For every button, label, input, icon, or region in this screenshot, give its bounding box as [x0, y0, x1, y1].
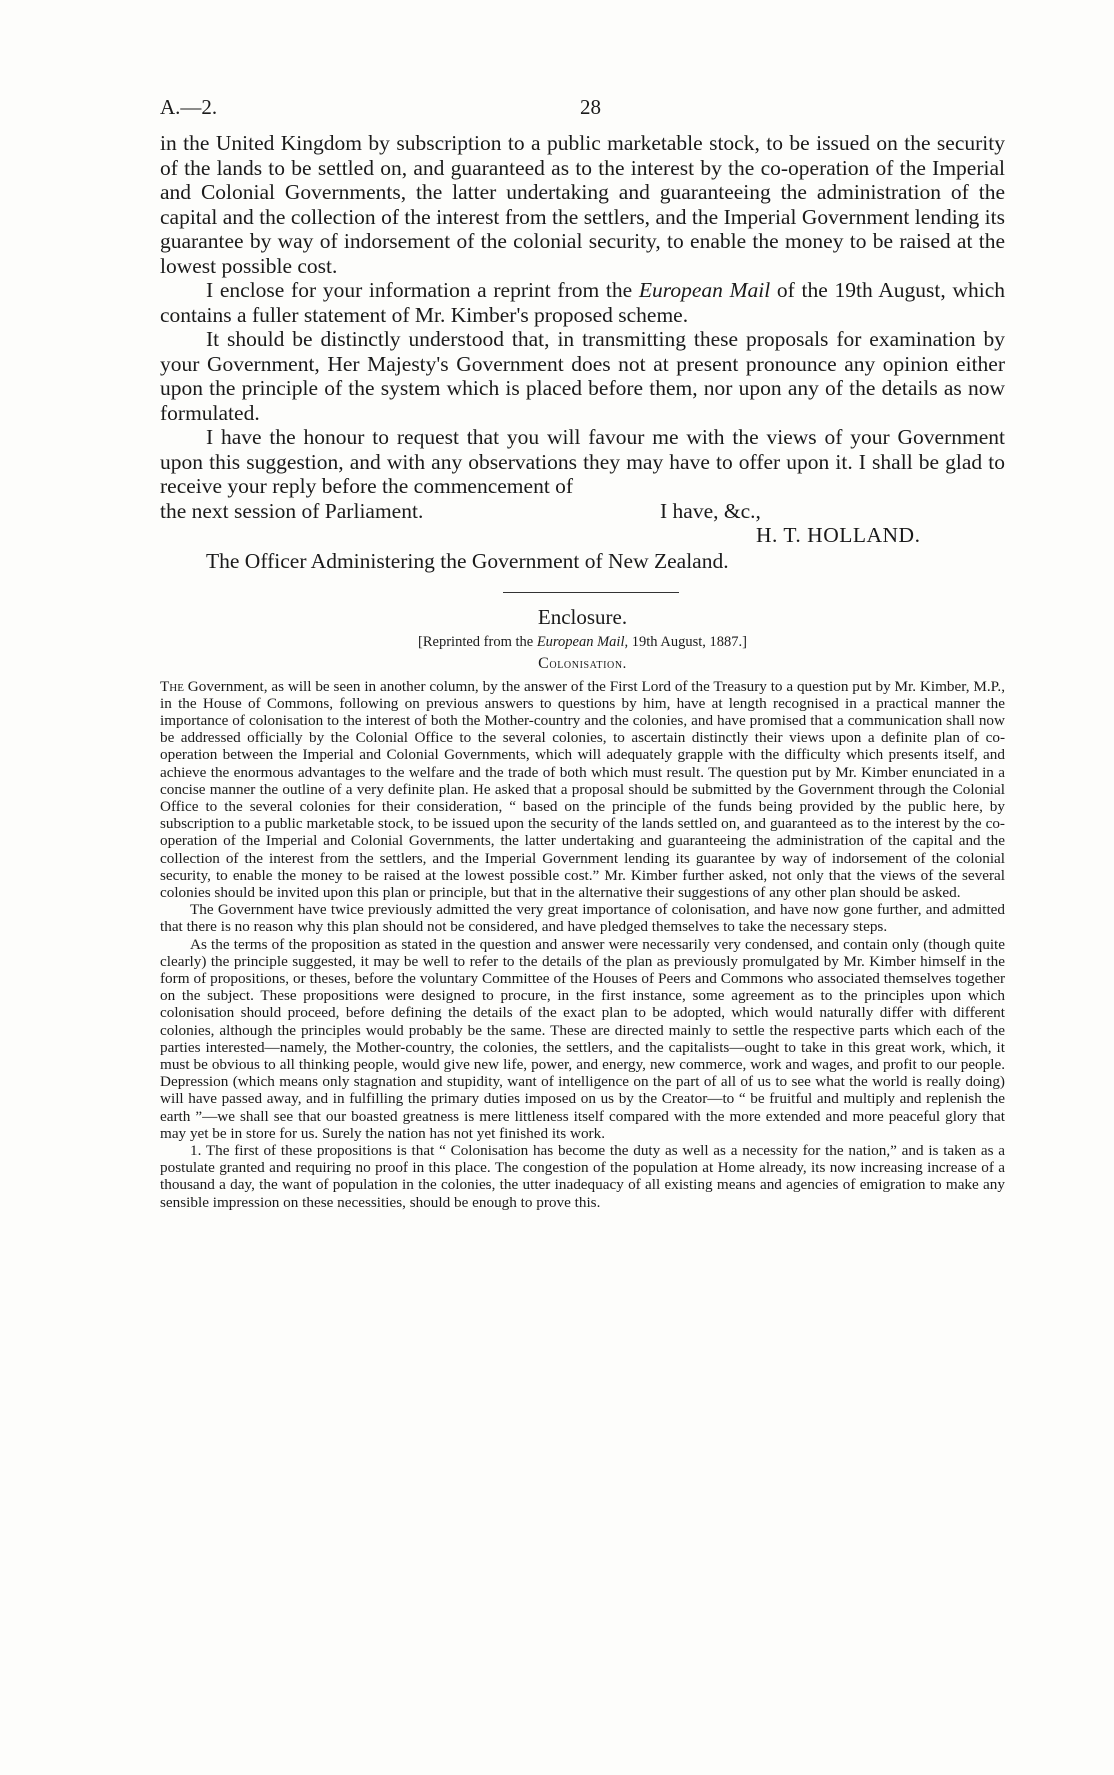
page-header	[160, 95, 1005, 131]
article-paragraph: The Government have twice previously admitted the very great importance of colonisation, and have now gone further, and admitted that there is no reason why this plan should not be considered, and have pledged themselves to take the necessary steps.	[160, 901, 1005, 936]
enclosure-title: Enclosure.	[537, 604, 628, 629]
valediction: I have, &c.,	[660, 498, 761, 523]
enclosure-section	[160, 605, 1005, 1211]
signature: H. T. HOLLAND.	[756, 523, 921, 547]
letter-paragraph: It should be distinctly understood that, in transmitting these proposals for examination by your Government, Her Majesty's Government does not at present pronounce any opinion either upon the principle of the system which is placed before them, nor upon any of the details as now formulated.	[160, 327, 1005, 425]
page-number: 28	[580, 95, 601, 119]
letter-body	[160, 131, 1005, 574]
letter-paragraph: I have the honour to request that you will favour me with the views of your Government upon this suggestion, and with any observations they may have to offer upon it. I shall be glad to receive your reply before the commencement of	[160, 425, 1005, 498]
article-paragraph: 1. The first of these propositions is that “ Colonisation has become the duty as well as a necessity for the nation,” and is taken as a postulate granted and requiring no proof in this place. The congestion of the population at Home already, its now increasing increase of a thousand a day, the want of population in the colonies, the utter inadequacy of all existing means and agencies of emigration to make any sensible impression on these necessities, should be enough to prove this.	[160, 1141, 1005, 1211]
closing-text: the next session of Parliament.	[160, 498, 424, 523]
letter-paragraph: in the United Kingdom by subscription to a public marketable stock, to be issued on the security of the lands to be settled on, and guaranteed as to the interest by the co-operation of the Imperial and Colonial Governments, the latter undertaking and guaranteeing the administration of the capital and the collection of the interest from the settlers, and the Imperial Government lending its guarantee by way of indorsement of the colonial security, to enable the money to be raised at the lowest possible cost.	[160, 131, 1005, 278]
letter-paragraph: I enclose for your information a reprint from the European Mail of the 19th August, which contains a fuller statement of Mr. Kimber's proposed scheme.	[160, 278, 1005, 327]
section-divider	[503, 592, 679, 593]
document-reference: A.—2.	[160, 95, 218, 119]
article-paragraph: The Government, as will be seen in another column, by the answer of the First Lord of the Treasury to a question put by Mr. Kimber, M.P., in the House of Commons, following on previous answers to questions by him, have at length recognised in a practical manner the importance of colonisation to the interest of both the Mother-country and the colonies, and have promised that a communication shall now be addressed officially by the Colonial Office to the several colonies, to ascertain distinctly their views upon a definite plan of co-operation between the Imperial and Colonial Governments, which will adequately grapple with the difficulty which presents itself, and achieve the enormous advantages to the welfare and the trade of both which must result. The question put by Mr. Kimber enunciated in a concise manner the outline of a very definite plan. He asked that a proposal should be submitted by the Government through the Colonial Office to the several colonies for their consideration, “ based on the principle of the funds being provided by the public here, by subscription to a public marketable stock, to be issued upon the security of the lands settled on, and guaranteed as to the interest by the co-operation of the Imperial and Colonial Governments, the latter undertaking and guaranteeing the administration of the capital and the collection of the interest from the settlers, and the Imperial Government lending its guarantee by way of indorsement of the colonial security, to enable the money to be raised at the lowest possible cost.” Mr. Kimber further asked, not only that the views of the several colonies should be invited upon this plan or principle, but that in the alternative their suggestions of any other plan should be asked.	[160, 677, 1005, 901]
closing-line	[160, 499, 1005, 524]
enclosure-heading: Colonisation.	[538, 654, 627, 672]
article-paragraph: As the terms of the proposition as stated in the question and answer were necessarily very condensed, and contain only (though quite clearly) the principle suggested, it may be well to refer to the details of the plan as previously promulgated by Mr. Kimber himself in the form of propositions, or theses, before the voluntary Committee of the Houses of Peers and Commons who associated themselves together on the subject. These propositions were designed to procure, in the first instance, some agreement as to the principles upon which colonisation should proceed, before defining the details of the exact plan to be adopted, which would naturally differ with different colonies, although the principles would probably be the same. These are directed mainly to settle the respective parts which each of the parties interested—namely, the Mother-country, the colonies, the settlers, and the capitalists—ought to take in this great work, which, it must be obvious to all thinking people, would give new life, power, and energy, new commerce, work and wages, and profit to our people. Depression (which means only stagnation and stupidity, want of intelligence on the part of all of us to see what the world is really doing) will have passed away, and in fulfilling the primary duties imposed on us by the Creator—to “ be fruitful and multiply and replenish the earth ”—we shall see that our boasted greatness is mere littleness itself compared with the more extended and more peaceful glory that may yet be in store for us. Surely the nation has not yet finished its work.	[160, 935, 1005, 1142]
addressee: The Officer Administering the Government of New Zealand.	[206, 548, 729, 573]
lead-word: The	[160, 677, 184, 695]
document-page	[160, 95, 1005, 1211]
newspaper-title: European Mail	[638, 278, 771, 302]
enclosure-source: [Reprinted from the European Mail, 19th August, 1887.]	[418, 633, 747, 650]
article-body	[160, 678, 1005, 1211]
